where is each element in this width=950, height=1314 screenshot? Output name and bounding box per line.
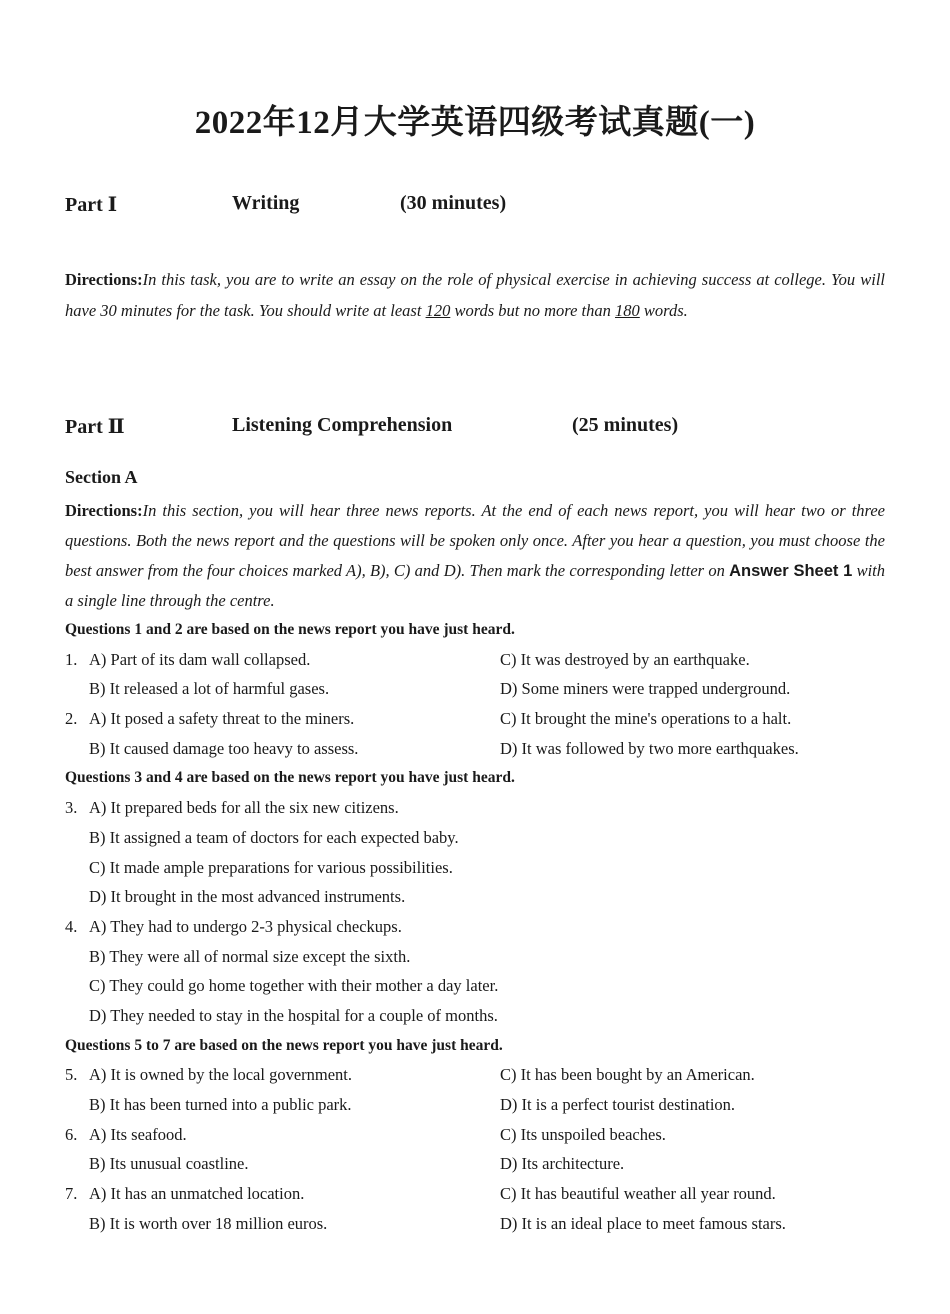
answer-option: B) They were all of normal size except the sixth. [89, 946, 411, 966]
part2-time: (25 minutes) [572, 414, 679, 436]
answer-option: A) Its seafood. [89, 1124, 187, 1144]
part1-time: (30 minutes) [400, 192, 507, 214]
directions-text: words. [639, 300, 688, 320]
question-row [65, 1001, 885, 1031]
question-group-header: Questions 5 to 7 are based on the news report you have just heard. [65, 1036, 503, 1054]
question-row [65, 1090, 885, 1120]
answer-option: D) Some miners were trapped underground. [500, 679, 791, 699]
answer-option: A) They had to undergo 2-3 physical checkups. [89, 916, 402, 936]
directions-label: Directions: [65, 270, 143, 289]
question-number: 7. [65, 1184, 78, 1204]
page-title: 2022年12月大学英语四级考试真题(一) [194, 105, 756, 141]
questions-list [65, 615, 885, 1238]
directions-text: words but no more than [450, 300, 616, 320]
answer-option: B) Its unusual coastline. [89, 1154, 249, 1174]
question-number: 6. [65, 1124, 78, 1144]
question-row [65, 853, 885, 883]
answer-option: B) It released a lot of harmful gases. [89, 679, 330, 699]
directions-label: Directions: [65, 501, 143, 520]
answer-option: C) It brought the mine's operations to a halt. [500, 709, 792, 729]
answer-option: B) It assigned a team of doctors for each expected baby. [89, 827, 459, 847]
question-row [65, 1179, 885, 1209]
answer-option: C) It has beautiful weather all year round. [500, 1184, 776, 1204]
answer-option: C) It was destroyed by an earthquake. [500, 649, 750, 669]
question-row [65, 734, 885, 764]
question-row [65, 1209, 885, 1239]
answer-option: D) It is a perfect tourist destination. [500, 1095, 736, 1114]
directions-text: In this task, you are to write an essay on the role of physical exercise in achieving success at college. You will have 30 minutes for the task. You should write at least [65, 270, 885, 320]
answer-option: B) It is worth over 18 million euros. [89, 1213, 328, 1233]
question-row [65, 912, 885, 942]
part2-label: Part Ⅱ [65, 416, 125, 438]
question-row [65, 971, 885, 1001]
section-a-heading: Section A [65, 467, 138, 487]
question-number: 4. [65, 916, 78, 936]
answer-option: A) Part of its dam wall collapsed. [89, 649, 311, 669]
question-number: 2. [65, 709, 78, 729]
question-row [65, 1060, 885, 1090]
directions-text: with a single line through the centre. [65, 560, 885, 611]
answer-option: D) It is an ideal place to meet famous stars. [500, 1213, 786, 1233]
question-row [65, 1120, 885, 1150]
min-words: 120 [425, 300, 451, 320]
part2-name: Listening Comprehension [232, 414, 453, 436]
question-group-header: Questions 1 and 2 are based on the news report you have just heard. [65, 621, 515, 638]
question-row [65, 793, 885, 823]
answer-option: A) It is owned by the local government. [89, 1065, 353, 1085]
answer-option: D) Its architecture. [500, 1154, 625, 1174]
answer-option: C) Its unspoiled beaches. [500, 1124, 666, 1144]
answer-option: A) It prepared beds for all the six new citizens. [89, 798, 399, 818]
answer-option: D) It brought in the most advanced instruments. [89, 887, 406, 907]
answer-sheet-label: Answer Sheet 1 [729, 561, 853, 580]
question-row [65, 1149, 885, 1179]
question-group-header: Questions 3 and 4 are based on the news report you have just heard. [65, 769, 515, 787]
question-number: 3. [65, 798, 78, 818]
question-row [65, 704, 885, 734]
question-row [65, 823, 885, 853]
answer-option: D) It was followed by two more earthquakes. [500, 738, 799, 758]
answer-option: A) It has an unmatched location. [89, 1184, 305, 1204]
question-number: 5. [65, 1065, 78, 1085]
max-words: 180 [615, 300, 640, 320]
directions-text: In this section, you will hear three news reports. At the end of each news report, you will hear two or three questions. Both the news report and the questions will be spoken only once. After you hear a question, you must choose the best answer from the four choices marked A), B), C) and D). Then mark the corresponding letter on [65, 501, 885, 580]
answer-option: A) It posed a safety threat to the miners. [89, 709, 355, 729]
answer-option: B) It has been turned into a public park. [89, 1095, 352, 1114]
part1-label: Part Ⅰ [65, 194, 118, 216]
part1-name: Writing [232, 192, 300, 214]
answer-option: C) They could go home together with their mother a day later. [89, 976, 499, 996]
question-row [65, 645, 885, 675]
question-row [65, 942, 885, 972]
question-row [65, 882, 885, 912]
question-number: 1. [65, 649, 78, 669]
answer-option: C) It made ample preparations for various possibilities. [89, 857, 453, 877]
section-a-directions [65, 496, 885, 616]
answer-option: B) It caused damage too heavy to assess. [89, 738, 359, 758]
writing-directions [65, 265, 885, 326]
question-row [65, 674, 885, 704]
answer-option: C) It has been bought by an American. [500, 1065, 755, 1085]
answer-option: D) They needed to stay in the hospital for a couple of months. [89, 1005, 498, 1025]
